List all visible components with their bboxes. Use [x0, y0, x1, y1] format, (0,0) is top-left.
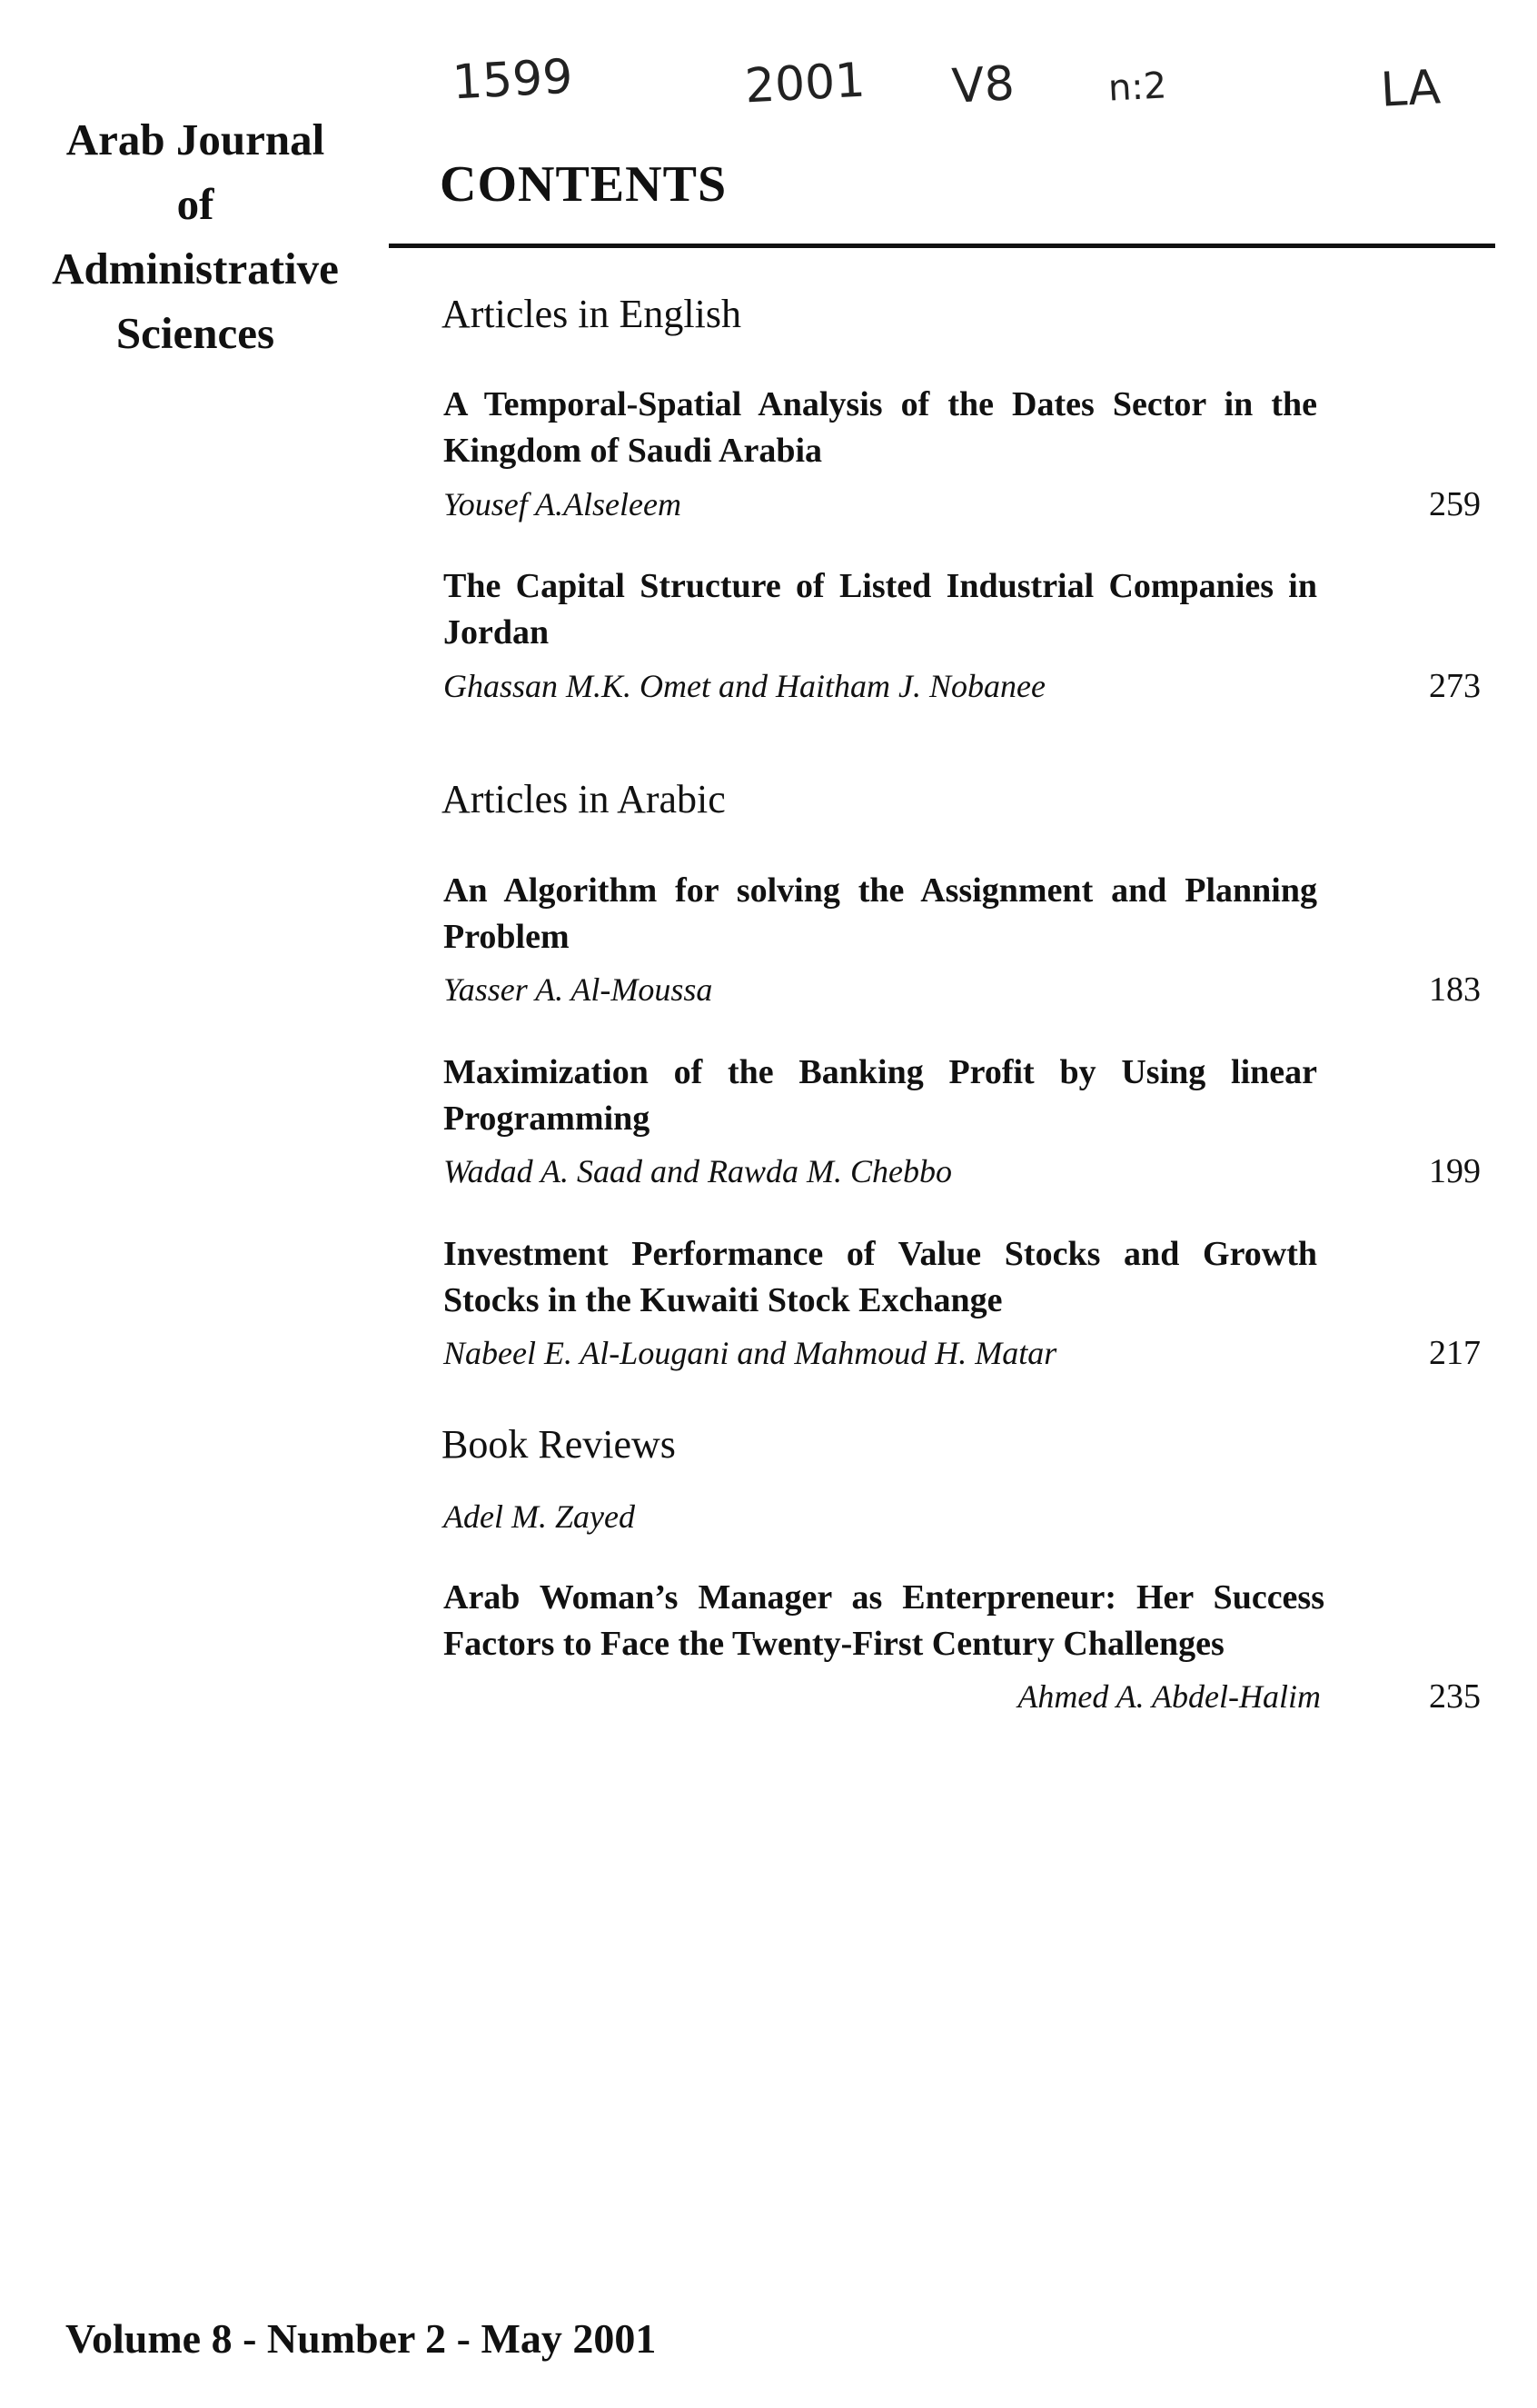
article-title-5: Investment Performance of Value Stocks and Growth Stocks in the Kuwaiti Stock Exchange	[443, 1235, 1317, 1319]
section-heading-english: Articles in English	[441, 292, 741, 336]
article-title-2: The Capital Structure of Listed Industrial Companies in Jordan	[443, 567, 1317, 652]
handwritten-note-3: V8	[950, 56, 1016, 114]
article-title-4: Maximization of the Banking Profit by Using linear Programming	[443, 1053, 1317, 1138]
article-title-3: An Algorithm for solving the Assignment and Planning Problem	[443, 871, 1317, 956]
article-author-3: Yasser A. Al-Moussa	[443, 971, 713, 1008]
handwritten-note-1: 1599	[451, 49, 574, 111]
article-author-4: Wadad A. Saad and Rawda M. Chebbo	[443, 1153, 953, 1189]
review-author: Ahmed A. Abdel-Halim	[1017, 1678, 1321, 1715]
review-title: Arab Woman’s Manager as Enterpreneur: Her Success Factors to Face the Twenty-First Century Challenges	[443, 1578, 1324, 1663]
article-author-1: Yousef A.Alseleem	[443, 486, 681, 522]
article-author-5: Nabeel E. Al-Lougani and Mahmoud H. Matar	[443, 1335, 1057, 1371]
section-heading-arabic: Articles in Arabic	[441, 777, 726, 821]
handwritten-note-4: n:2	[1106, 65, 1168, 110]
journal-title-line-2: of	[176, 179, 214, 229]
journal-title	[27, 107, 363, 365]
reviewer-name: Adel M. Zayed	[443, 1498, 635, 1535]
heading-rule	[389, 244, 1495, 248]
contents-heading: CONTENTS	[440, 156, 728, 213]
journal-title-line-1: Arab Journal	[65, 114, 325, 164]
article-page-2: 273	[1429, 667, 1481, 705]
journal-title-line-3: Administrative	[52, 244, 339, 294]
article-page-1: 259	[1429, 485, 1481, 523]
article-page-5: 217	[1429, 1334, 1481, 1372]
article-page-4: 199	[1429, 1152, 1481, 1190]
journal-title-line-4: Sciences	[115, 308, 275, 358]
article-author-2: Ghassan M.K. Omet and Haitham J. Nobanee	[443, 668, 1046, 704]
article-page-3: 183	[1429, 970, 1481, 1009]
handwritten-note-2: 2001	[743, 53, 867, 114]
section-heading-reviews: Book Reviews	[441, 1422, 676, 1467]
article-title-1: A Temporal-Spatial Analysis of the Dates Sector in the Kingdom of Saudi Arabia	[443, 385, 1317, 470]
volume-footer: Volume 8 - Number 2 - May 2001	[65, 2315, 657, 2362]
handwritten-note-5: LA	[1379, 60, 1443, 118]
review-page: 235	[1429, 1677, 1481, 1716]
